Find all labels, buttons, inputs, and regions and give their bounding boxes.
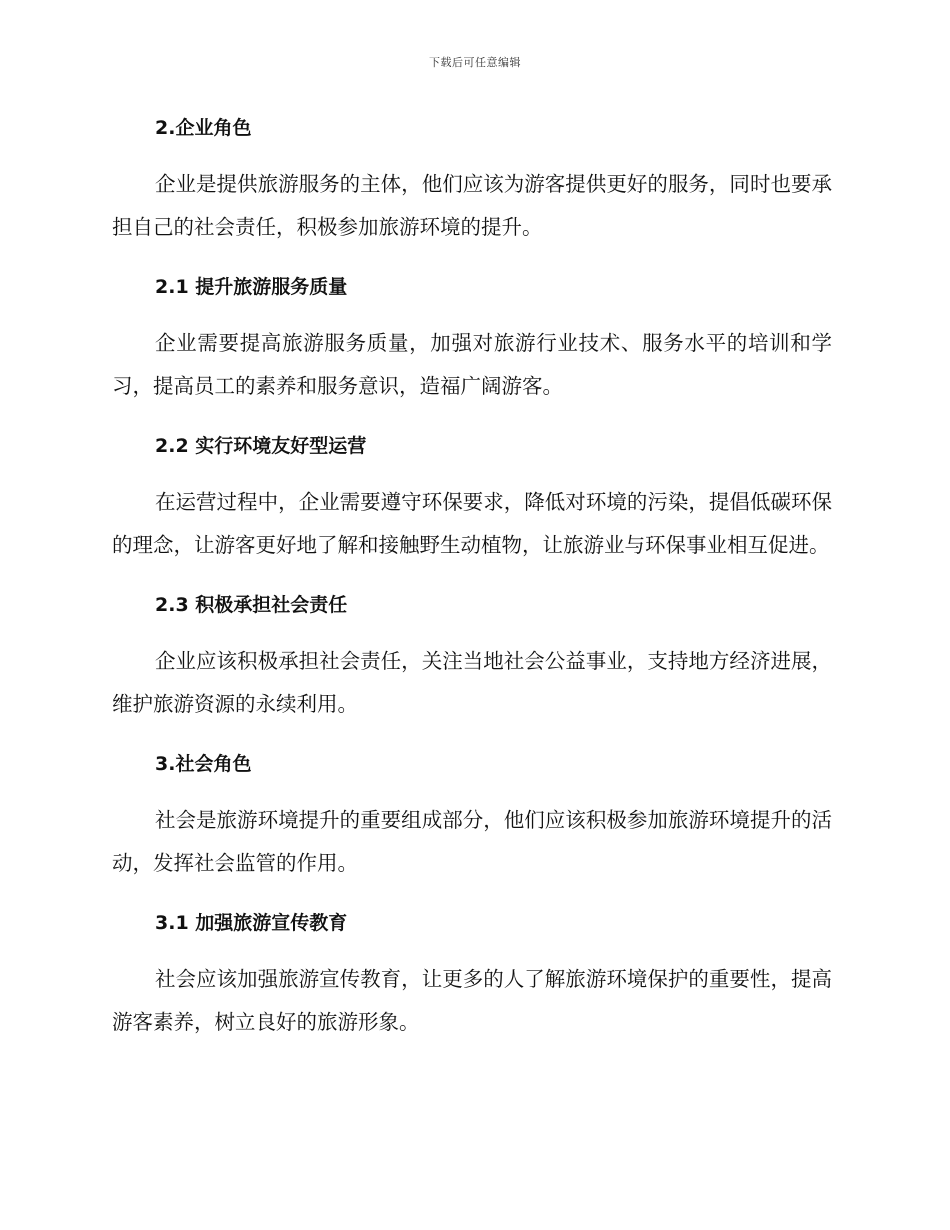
section-2-2 — [112, 430, 832, 567]
section-2-3 — [112, 589, 832, 726]
section-heading: 2.1 提升旅游服务质量 — [155, 276, 348, 298]
section-heading: 3.社会角色 — [155, 753, 252, 775]
page-header: 下载后可任意编辑 — [429, 56, 521, 69]
section-paragraph: 企业应该积极承担社会责任，关注当地社会公益事业，支持地方经济进展，维护旅游资源的永续利用。 — [112, 649, 832, 716]
section-heading: 2.企业角色 — [155, 117, 252, 139]
document-body — [112, 112, 832, 1044]
section-2 — [112, 112, 832, 249]
section-3 — [112, 748, 832, 885]
section-heading: 3.1 加强旅游宣传教育 — [155, 912, 348, 934]
section-paragraph: 在运营过程中，企业需要遵守环保要求，降低对环境的污染，提倡低碳环保的理念，让游客更好地了解和接触野生动植物，让旅游业与环保事业相互促进。 — [112, 490, 832, 557]
section-paragraph: 企业需要提高旅游服务质量，加强对旅游行业技术、服务水平的培训和学习，提高员工的素养和服务意识，造福广阔游客。 — [112, 331, 832, 398]
section-3-1 — [112, 907, 832, 1044]
section-paragraph: 社会是旅游环境提升的重要组成部分，他们应该积极参加旅游环境提升的活动，发挥社会监管的作用。 — [112, 808, 832, 875]
section-heading: 2.3 积极承担社会责任 — [155, 594, 348, 616]
section-paragraph: 社会应该加强旅游宣传教育，让更多的人了解旅游环境保护的重要性，提高游客素养，树立良好的旅游形象。 — [112, 967, 832, 1034]
section-heading: 2.2 实行环境友好型运营 — [155, 435, 367, 457]
section-paragraph: 企业是提供旅游服务的主体，他们应该为游客提供更好的服务，同时也要承担自己的社会责任，积极参加旅游环境的提升。 — [112, 172, 832, 239]
section-2-1 — [112, 271, 832, 408]
